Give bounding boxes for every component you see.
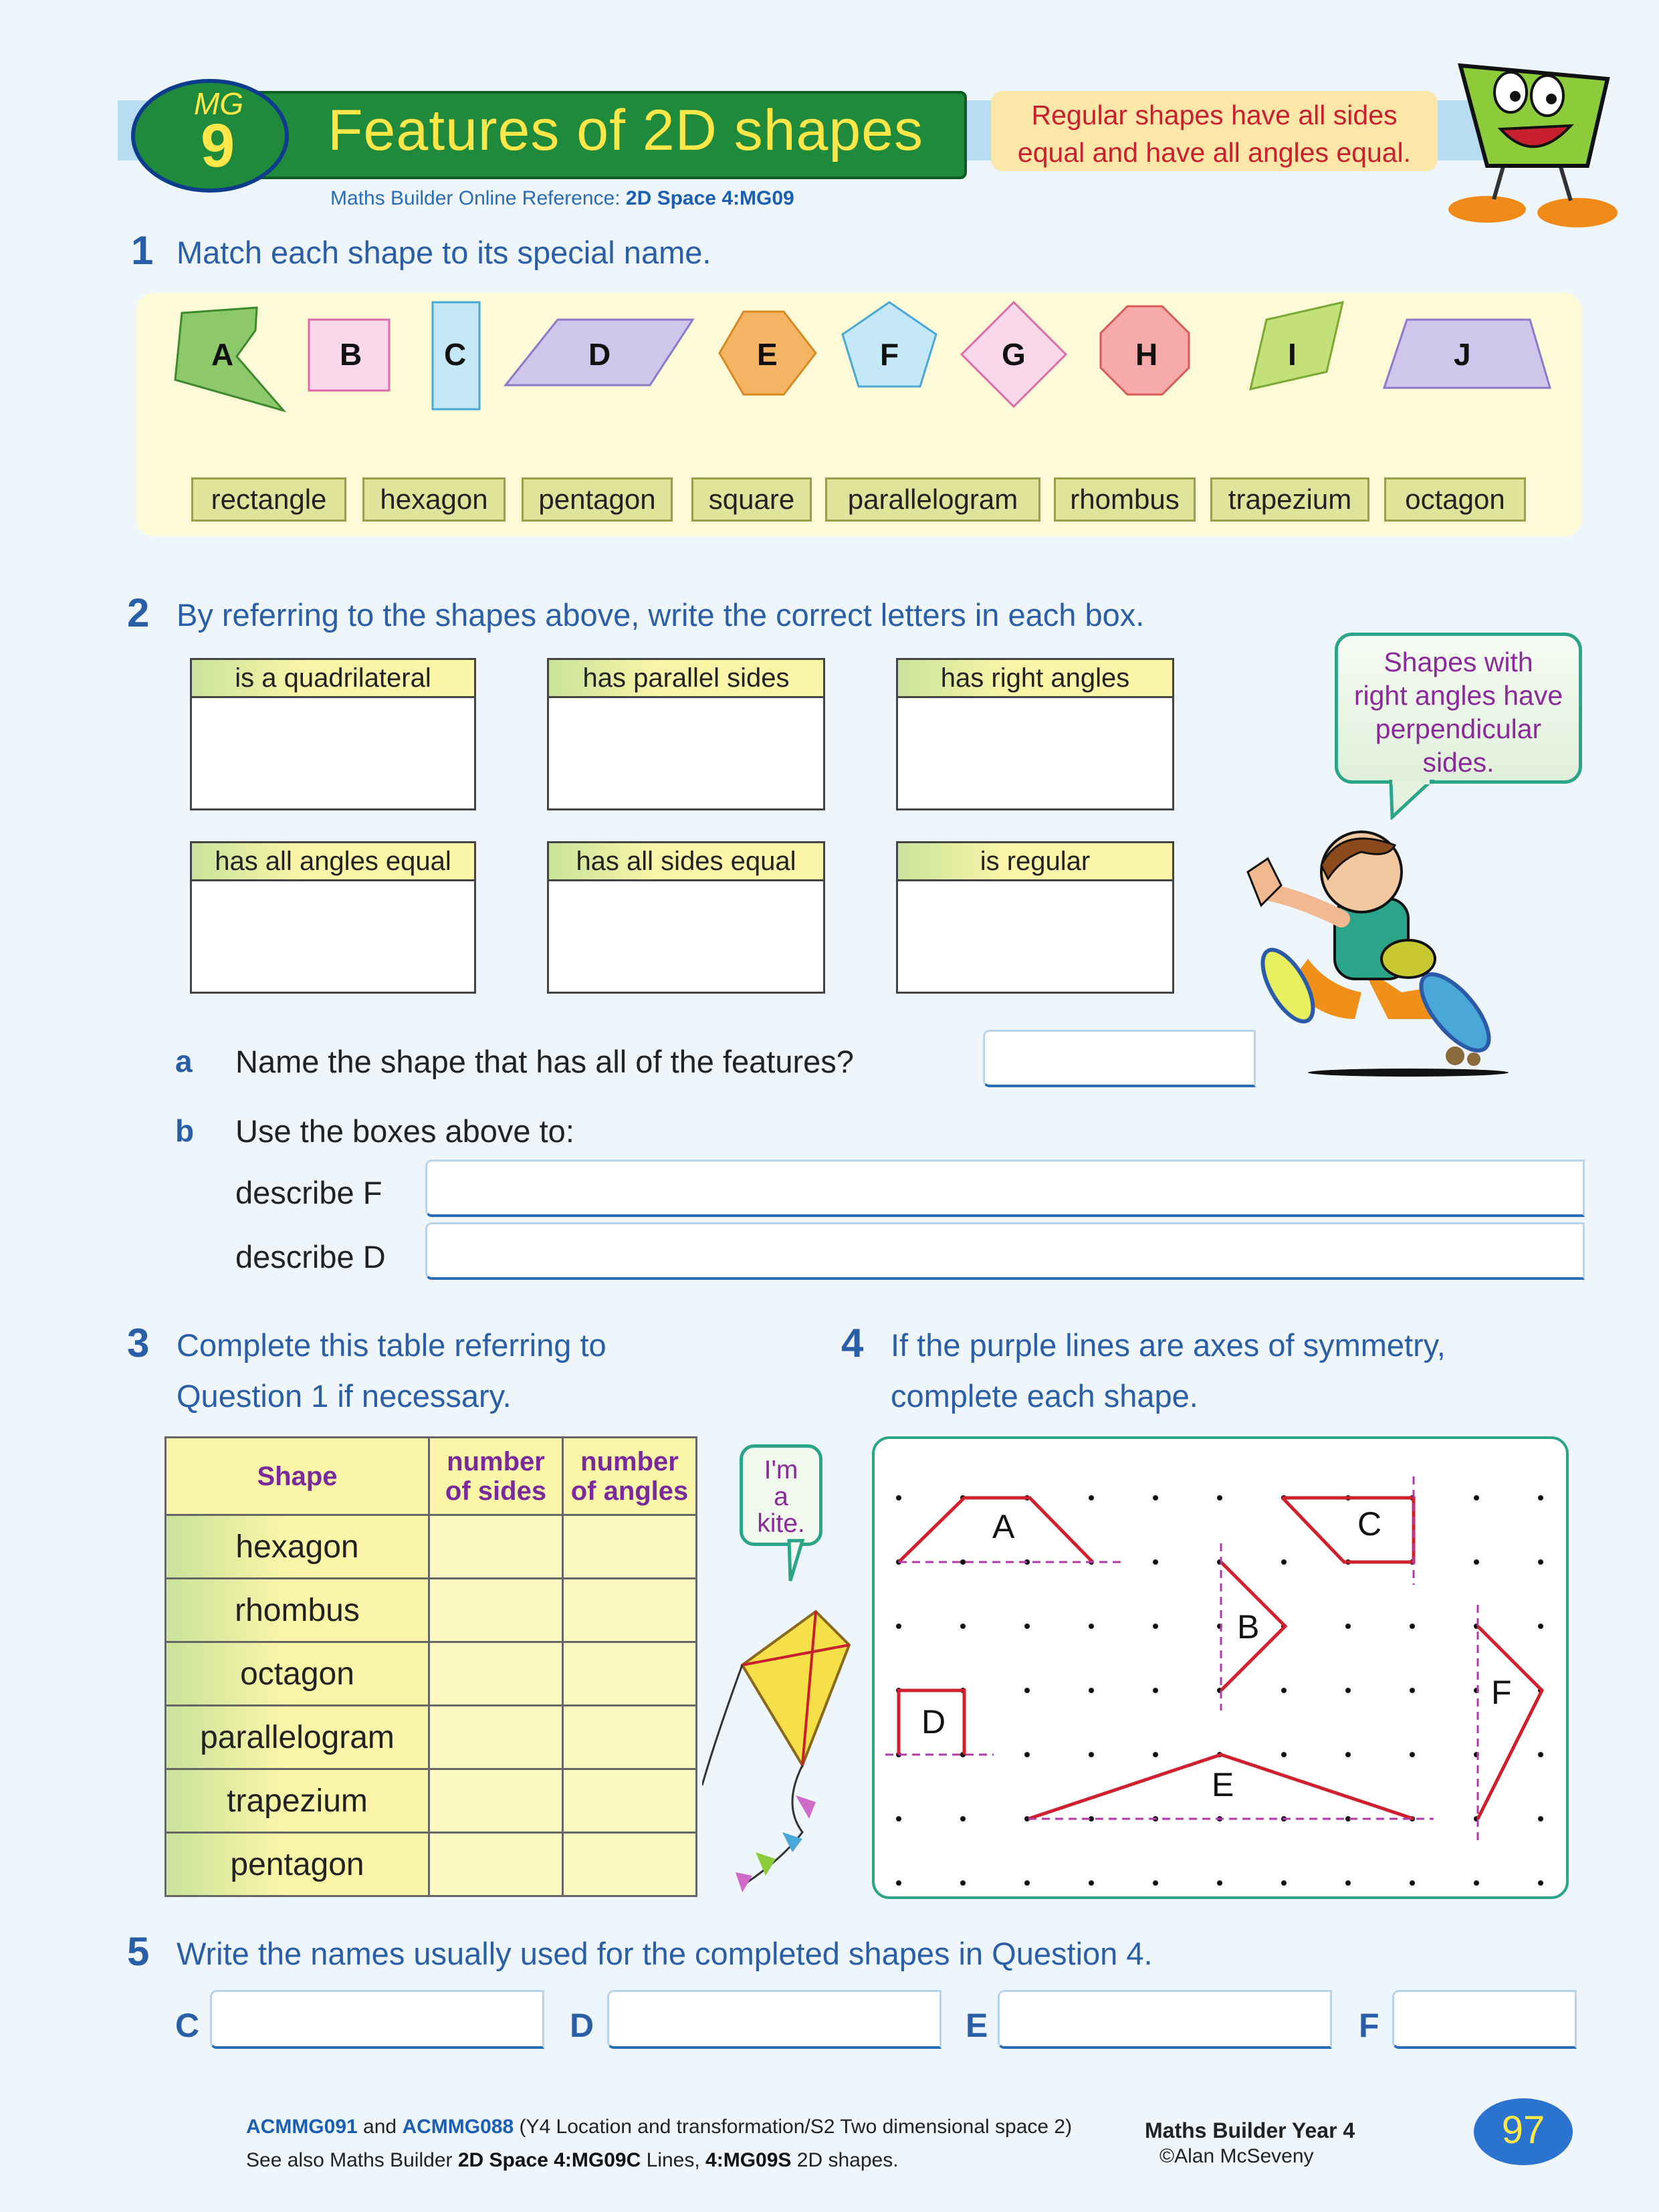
bubble-tail-icon — [1384, 780, 1438, 820]
grid-dot — [1089, 1688, 1094, 1693]
grid-dot — [1410, 1752, 1415, 1757]
grid-dot — [896, 1624, 901, 1629]
question-3-text-line1: Complete this table referring to — [177, 1327, 606, 1363]
question-2-text: By referring to the shapes above, write the correct letters in each box. — [177, 597, 1145, 633]
grid-dot — [1217, 1880, 1222, 1886]
row-shape-name: trapezium — [166, 1769, 429, 1833]
table-row — [166, 1579, 697, 1642]
grid-dot — [1281, 1880, 1287, 1886]
sub-question-b-label: b — [175, 1113, 195, 1148]
sub-question-a-text: Name the shape that has all of the features? — [235, 1044, 854, 1079]
grid-dot — [1281, 1688, 1287, 1693]
criteria-header: is regular — [896, 841, 1174, 881]
svg-text:A: A — [211, 337, 234, 372]
table-row — [166, 1706, 697, 1769]
grid-dot — [1024, 1752, 1030, 1757]
svg-text:E: E — [1212, 1766, 1234, 1803]
name-tag[interactable]: pentagon — [522, 477, 673, 522]
svg-text:B: B — [1237, 1608, 1260, 1646]
column-header-angles: number of angles — [563, 1438, 697, 1515]
grid-dot — [1345, 1880, 1351, 1886]
grid-dot — [1538, 1559, 1543, 1565]
question-5-text: Write the names usually used for the completed shapes in Question 4. — [177, 1936, 1153, 1971]
grid-dot — [1153, 1752, 1158, 1757]
table-row — [166, 1769, 697, 1833]
question-3-text-line2: Question 1 if necessary. — [177, 1378, 512, 1414]
grid-dot — [896, 1816, 901, 1821]
kite-speech-bubble: I'm a kite. — [740, 1444, 822, 1546]
question-1-number: 1 — [131, 228, 154, 273]
grid-dot — [1345, 1688, 1351, 1693]
name-tag[interactable]: square — [691, 477, 812, 522]
table-row — [166, 1642, 697, 1706]
angles-cell[interactable] — [563, 1706, 697, 1769]
perpendicular-speech-bubble: Shapes with right angles have perpendicular sides. — [1335, 633, 1582, 784]
name-tag[interactable]: octagon — [1384, 477, 1526, 522]
svg-text:E: E — [757, 337, 778, 372]
shape-a — [175, 308, 284, 411]
name-tag[interactable]: rhombus — [1054, 477, 1196, 522]
sub-question-b-text: Use the boxes above to: — [235, 1113, 574, 1149]
svg-text:C: C — [444, 337, 467, 372]
row-shape-name: parallelogram — [166, 1706, 429, 1769]
shape-d-partial — [885, 1690, 994, 1755]
grid-dot — [960, 1816, 966, 1821]
svg-text:F: F — [1491, 1674, 1512, 1711]
grid-dot — [1089, 1495, 1094, 1501]
question-4-text-line1: If the purple lines are axes of symmetry, — [891, 1327, 1446, 1363]
grid-dot — [1538, 1624, 1543, 1629]
criteria-answer-box[interactable] — [190, 698, 476, 810]
svg-text:A: A — [992, 1508, 1015, 1545]
grid-dot — [1474, 1495, 1479, 1501]
angles-cell[interactable] — [563, 1515, 697, 1579]
row-shape-name: rhombus — [166, 1579, 429, 1642]
shape-name-answer-field[interactable] — [983, 1030, 1256, 1087]
shape-j — [1384, 320, 1550, 388]
shape-b-partial — [1221, 1543, 1285, 1710]
answer-d-label: D — [570, 2007, 594, 2044]
sides-cell[interactable] — [429, 1833, 563, 1896]
table-row — [166, 1833, 697, 1896]
name-tag[interactable]: trapezium — [1210, 477, 1369, 522]
criteria-answer-box[interactable] — [896, 698, 1174, 810]
grid-dot — [1538, 1816, 1543, 1821]
angles-cell[interactable] — [563, 1642, 697, 1706]
describe-d-label: describe D — [235, 1239, 386, 1275]
grid-dot — [1281, 1752, 1287, 1757]
see-also-references: See also Maths Builder 2D Space 4:MG09C Lines, 4:MG09S 2D shapes. — [246, 2149, 899, 2171]
grid-dot — [1024, 1624, 1030, 1629]
grid-dot — [1474, 1559, 1479, 1565]
grid-dots — [896, 1495, 1543, 1886]
grid-dot — [1538, 1495, 1543, 1501]
criteria-header: has all angles equal — [190, 841, 476, 881]
shape-h — [1101, 306, 1189, 395]
sub-question-a-label: a — [175, 1044, 193, 1079]
svg-text:F: F — [880, 337, 899, 372]
regular-shapes-note: Regular shapes have all sides equal and have all angles equal. — [991, 91, 1438, 171]
grid-dot — [1024, 1880, 1030, 1886]
answer-e-label: E — [966, 2007, 988, 2044]
angles-cell[interactable] — [563, 1833, 697, 1896]
angles-cell[interactable] — [563, 1579, 697, 1642]
book-title: Maths Builder Year 4 — [1145, 2118, 1355, 2142]
grid-dot — [1089, 1752, 1094, 1757]
online-reference: Maths Builder Online Reference: 2D Space 4:MG09 — [330, 187, 794, 209]
answer-c-label: C — [175, 2007, 200, 2044]
kite-icon — [702, 1538, 856, 1899]
shape-f — [843, 302, 936, 386]
grid-dot — [960, 1880, 966, 1886]
answer-f-field[interactable] — [1392, 1990, 1577, 2049]
question-1-text: Match each shape to its special name. — [177, 235, 711, 270]
svg-text:B: B — [340, 337, 362, 372]
copyright: ©Alan McSeveny — [1159, 2145, 1314, 2167]
grid-dot — [896, 1495, 901, 1501]
row-shape-name: octagon — [166, 1642, 429, 1706]
criteria-answer-box[interactable] — [896, 881, 1174, 994]
answer-c-field[interactable] — [210, 1990, 544, 2049]
svg-text:D: D — [588, 337, 611, 372]
shape-i — [1250, 302, 1343, 389]
shape-b — [309, 320, 389, 391]
criteria-header: has parallel sides — [547, 658, 825, 698]
shape-e-partial — [1028, 1755, 1434, 1819]
shape-a-partial — [899, 1498, 1126, 1562]
svg-text:I: I — [1288, 337, 1297, 372]
question-4-text-line2: complete each shape. — [891, 1378, 1198, 1414]
mg-number: 9 — [201, 112, 235, 180]
grid-dot — [960, 1624, 966, 1629]
running-boy-icon — [1228, 818, 1529, 1086]
grid-dot — [1153, 1880, 1158, 1886]
grid-dot — [1345, 1624, 1351, 1629]
curriculum-codes: ACMMG091 and ACMMG088 (Y4 Location and transformation/S2 Two dimensional space 2) — [246, 2116, 1073, 2138]
symmetry-figures — [872, 1436, 1569, 1899]
svg-text:J: J — [1454, 337, 1471, 372]
shapes-row — [136, 293, 1582, 467]
describe-d-answer-field[interactable] — [425, 1222, 1585, 1280]
shape-e — [720, 312, 816, 395]
angles-cell[interactable] — [563, 1769, 697, 1833]
grid-dot — [1089, 1880, 1094, 1886]
grid-dot — [1345, 1752, 1351, 1757]
row-shape-name: hexagon — [166, 1515, 429, 1579]
sides-cell[interactable] — [429, 1642, 563, 1706]
grid-dot — [1153, 1559, 1158, 1565]
shape-g — [962, 302, 1066, 407]
name-tag[interactable]: parallelogram — [825, 477, 1040, 522]
grid-dot — [960, 1559, 966, 1565]
grid-dot — [1538, 1752, 1543, 1757]
sides-cell[interactable] — [429, 1515, 563, 1579]
table-row — [166, 1515, 697, 1579]
criteria-answer-box[interactable] — [547, 698, 825, 810]
grid-dot — [1217, 1495, 1222, 1501]
row-shape-name: pentagon — [166, 1833, 429, 1896]
question-4-number: 4 — [841, 1321, 864, 1365]
question-5-number: 5 — [127, 1929, 150, 1974]
criteria-answer-box[interactable] — [190, 881, 476, 994]
grid-dot — [1089, 1624, 1094, 1629]
criteria-header: has right angles — [896, 658, 1174, 698]
svg-text:G: G — [1002, 337, 1026, 372]
svg-text:C: C — [1357, 1505, 1382, 1543]
grid-dot — [1153, 1624, 1158, 1629]
criteria-answer-box[interactable] — [547, 881, 825, 994]
name-tag[interactable]: rectangle — [191, 477, 346, 522]
page-number: 97 — [1474, 2098, 1573, 2165]
criteria-header: is a quadrilateral — [190, 658, 476, 698]
shape-c-partial — [1283, 1476, 1414, 1585]
grid-dot — [1153, 1688, 1158, 1693]
sides-cell[interactable] — [429, 1769, 563, 1833]
mg-label: MG — [194, 86, 244, 121]
shape-f-partial — [1478, 1605, 1542, 1840]
grid-dot — [1538, 1880, 1543, 1886]
page-title: Features of 2D shapes — [328, 98, 924, 162]
sides-cell[interactable] — [429, 1706, 563, 1769]
describe-f-label: describe F — [235, 1175, 382, 1210]
column-header-sides: number of sides — [429, 1438, 563, 1515]
grid-dot — [1281, 1559, 1287, 1565]
name-tag[interactable]: hexagon — [362, 477, 506, 522]
grid-dot — [1410, 1624, 1415, 1629]
answer-d-field[interactable] — [607, 1990, 942, 2049]
svg-text:D: D — [921, 1703, 946, 1741]
grid-dot — [1474, 1880, 1479, 1886]
answer-f-label: F — [1359, 2007, 1379, 2044]
answer-e-field[interactable] — [998, 1990, 1332, 2049]
grid-dot — [1410, 1880, 1415, 1886]
shape-mascot-icon — [1434, 52, 1634, 233]
shape-d — [506, 320, 693, 385]
criteria-header: has all sides equal — [547, 841, 825, 881]
grid-dot — [1153, 1495, 1158, 1501]
shape-features-table — [164, 1436, 697, 1897]
shape-c — [433, 302, 479, 409]
question-2-number: 2 — [127, 590, 150, 635]
column-header-shape: Shape — [166, 1438, 429, 1515]
describe-f-answer-field[interactable] — [425, 1159, 1585, 1217]
grid-dot — [1410, 1688, 1415, 1693]
svg-text:H: H — [1135, 337, 1158, 372]
grid-dot — [1024, 1688, 1030, 1693]
question-3-number: 3 — [127, 1321, 150, 1365]
grid-dot — [896, 1880, 901, 1886]
sides-cell[interactable] — [429, 1579, 563, 1642]
